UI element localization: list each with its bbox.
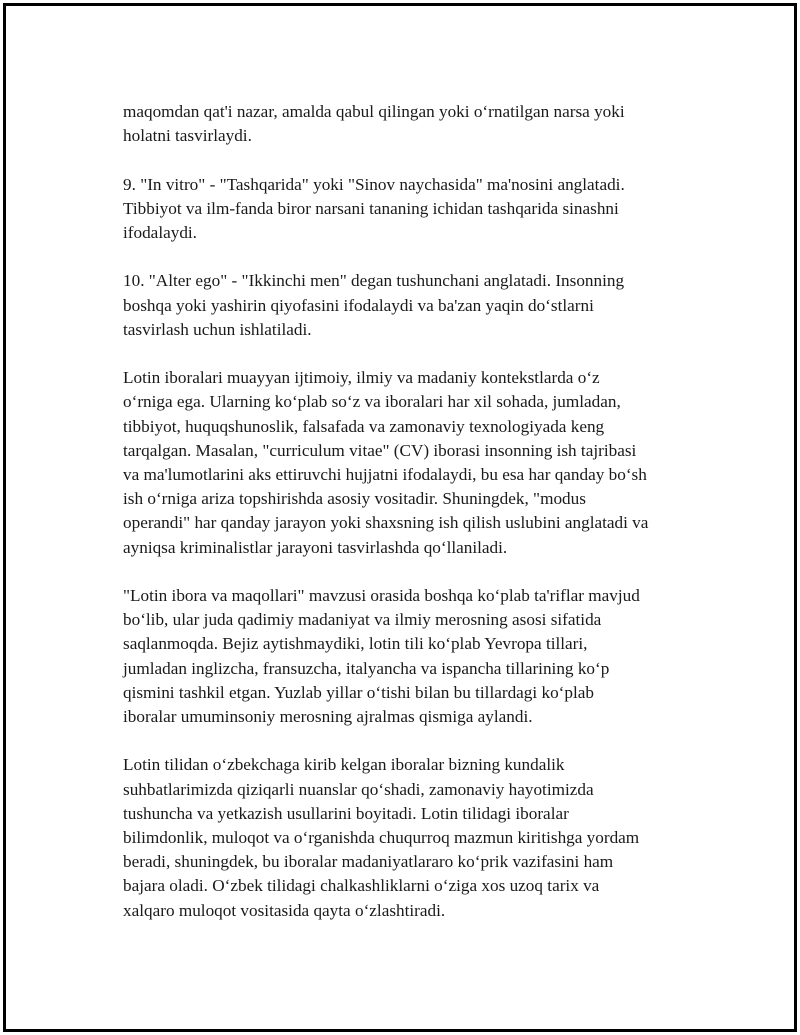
- text-line: tarqalgan. Masalan, "curriculum vitae" (CV) iborasi insonning ish tajribasi: [123, 440, 637, 460]
- text-line: tibbiyot, huquqshunoslik, falsafada va zamonaviy texnologiyada keng: [123, 416, 605, 436]
- text-line: "Lotin ibora va maqollari" mavzusi orasida boshqa ko‘plab ta'riflar mavjud: [123, 586, 640, 605]
- text-line: qismini tashkil etgan. Yuzlab yillar o‘tishi bilan bu tillardagi ko‘plab: [123, 682, 594, 702]
- text-line: operandi" har qanday jarayon yoki shaxsning ish qilish uslubini anglatadi va: [123, 513, 649, 533]
- page-text: [123, 100, 703, 947]
- text-line: o‘rniga ega. Ularning ko‘plab so‘z va iboralari har xil sohada, jumladan,: [123, 392, 621, 412]
- text-line: bo‘lib, ular juda qadimiy madaniyat va ilmiy merosning asosi sifatida: [123, 610, 602, 630]
- text-line: boshqa yoki yashirin qiyofasini ifodalaydi va ba'zan yaqin do‘stlarni: [123, 295, 594, 315]
- text-line: tushuncha va yetkazish usullarini boyitadi. Lotin tilidagi iboralar: [123, 803, 569, 823]
- text-line: holatni tasvirlaydi.: [123, 126, 252, 146]
- text-line: va ma'lumotlarini aks ettiruvchi hujjatni ifodalaydi, bu esa har qanday bo‘sh: [123, 465, 647, 484]
- text-line: suhbatlarimizda qiziqarli nuanslar qo‘shadi, zamonaviy hayotimizda: [123, 779, 594, 799]
- text-line: ayniqsa kriminalistlar jarayoni tasvirlashda qo‘llaniladi.: [123, 537, 508, 557]
- text-line: Lotin tilidan o‘zbekchaga kirib kelgan iboralar bizning kundalik: [123, 755, 565, 775]
- paragraph-definition-end: [123, 100, 703, 148]
- text-line: jumladan inglizcha, fransuzcha, italyancha va ispancha tillarining ko‘p: [123, 658, 610, 678]
- text-line: Lotin iboralari muayyan ijtimoiy, ilmiy va madaniy kontekstlarda o‘z: [123, 368, 600, 388]
- paragraph-uzbek-borrowings: [123, 753, 703, 922]
- text-line: tasvirlash uchun ishlatiladi.: [123, 319, 312, 339]
- text-line: iboralar umuminsoniy merosning ajralmas qismiga aylandi.: [123, 707, 533, 727]
- page-frame: [3, 3, 797, 1032]
- paragraph-alter-ego: [123, 269, 703, 342]
- text-line: maqomdan qat'i nazar, amalda qabul qilingan yoki o‘rnatilgan narsa yoki: [123, 102, 625, 121]
- text-line: Tibbiyot va ilm-fanda biror narsani tananing ichidan tashqarida sinashni: [123, 198, 619, 218]
- text-line: saqlanmoqda. Bejiz aytishmaydiki, lotin tili ko‘plab Yevropa tillari,: [123, 634, 588, 654]
- paragraph-latin-heritage: [123, 584, 703, 729]
- paragraph-in-vitro: [123, 173, 703, 246]
- text-line: 10. "Alter ego" - "Ikkinchi men" degan tushunchani anglatadi. Insonning: [123, 271, 625, 291]
- text-line: ish o‘rniga ariza topshirishda asosiy vositadir. Shuningdek, "modus: [123, 489, 586, 509]
- text-line: bajara oladi. O‘zbek tilidagi chalkashliklarni o‘ziga xos uzoq tarix va: [123, 876, 600, 896]
- text-line: beradi, shuningdek, bu iboralar madaniyatlararo ko‘prik vazifasini ham: [123, 852, 614, 872]
- paragraph-latin-phrases-context: [123, 366, 703, 560]
- text-line: xalqaro muloqot vositasida qayta o‘zlashtiradi.: [123, 900, 446, 920]
- text-line: 9. "In vitro" - "Tashqarida" yoki "Sinov naychasida" ma'nosini anglatadi.: [123, 174, 625, 194]
- text-line: bilimdonlik, muloqot va o‘rganishda chuqurroq mazmun kiritishga yordam: [123, 828, 640, 848]
- text-line: ifodalaydi.: [123, 223, 197, 242]
